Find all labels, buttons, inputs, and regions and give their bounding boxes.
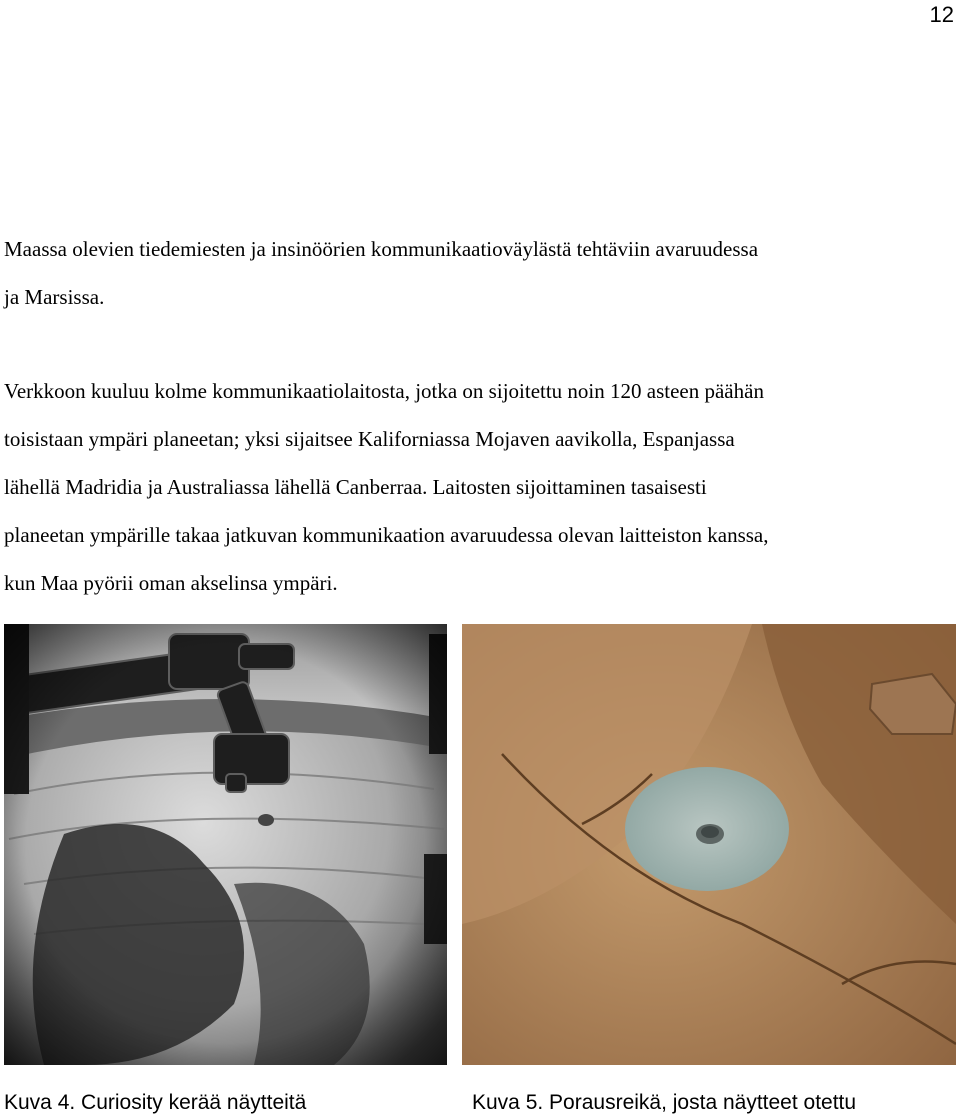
curiosity-photo-graphic [4,624,447,1065]
paragraph-line: ja Marsissa. [4,285,105,309]
paragraph-line: lähellä Madridia ja Australiassa lähellä Canberraa. Laitosten sijoittaminen tasaisesti [4,475,707,499]
paragraph-2 [4,367,956,607]
figure-5-caption: Kuva 5. Porausreikä, josta näytteet otettu [472,1091,857,1114]
paragraph-line: planeetan ympärille takaa jatkuvan kommunikaation avaruudessa olevan laitteiston kanssa, [4,523,769,547]
figure-4-caption: Kuva 4. Curiosity kerää näytteitä [4,1091,307,1114]
drill-hole-photo-graphic [462,624,956,1065]
paragraph-line: toisistaan ympäri planeetan; yksi sijaitsee Kaliforniassa Mojaven aavikolla, Espanjassa [4,427,735,451]
paragraph-line: Maassa olevien tiedemiesten ja insinöörien kommunikaatioväylästä tehtäviin avaruudessa [4,237,759,261]
paragraph-line: Verkkoon kuuluu kolme kommunikaatiolaitosta, jotka on sijoitettu noin 120 asteen päähän [4,379,764,403]
paragraph-1 [4,225,956,321]
page-number: 12 [929,2,954,27]
curiosity-rover-arm-photo [4,624,447,1065]
paragraph-line: kun Maa pyörii oman akselinsa ympäri. [4,571,338,595]
drill-hole-photo [462,624,956,1065]
